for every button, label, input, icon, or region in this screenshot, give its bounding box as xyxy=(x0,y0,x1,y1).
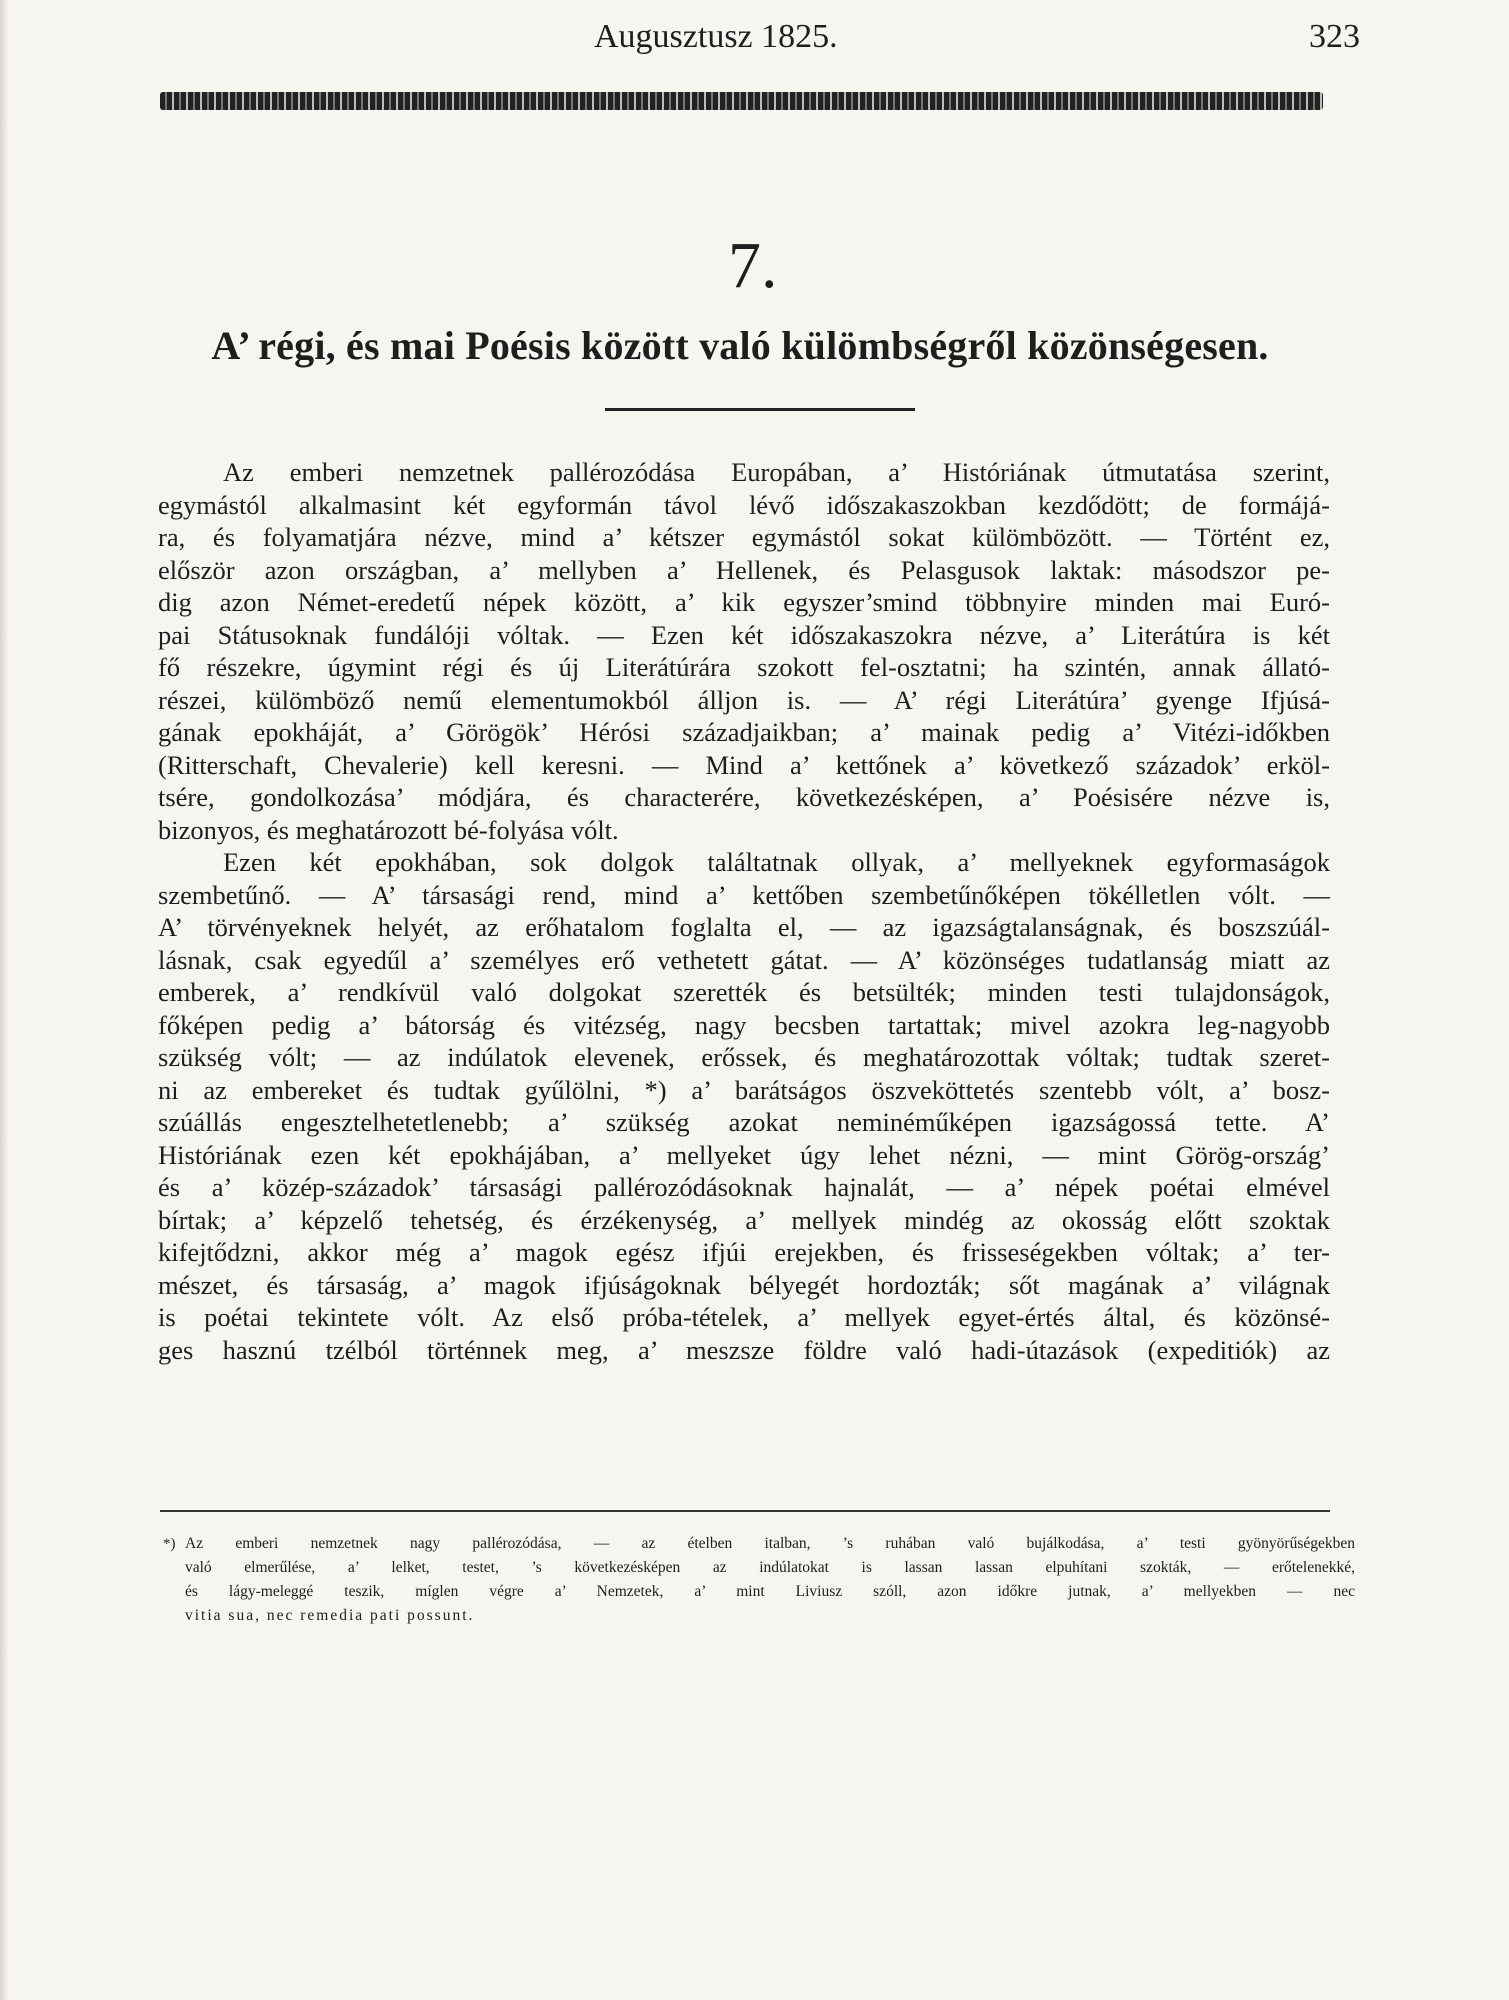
footnote-marker: *) xyxy=(163,1536,176,1552)
body-line: is poétai tekintete vólt. Az első próba-tételek, a’ mellyek egyet-értés által, és közönsé- xyxy=(158,1302,1330,1332)
running-head xyxy=(160,18,1360,62)
footnote-line: Az emberi nemzetnek nagy pallérozódása, — az ételben italban, ’s ruhában való bujálkodása, a’ testi gyönyörűségekben xyxy=(185,1535,1355,1552)
body-line: (Ritterschaft, Chevalerie) kell keresni. — Mind a’ kettőnek a’ következő századok’ erköl- xyxy=(158,749,1330,780)
body-line: tsére, gondolkozása’ módjára, és characterére, következésképen, a’ Poésisére nézve is, xyxy=(158,782,1330,812)
footnote xyxy=(163,1532,1355,1628)
body-line: dig azon Német-eredetű népek között, a’ kik egyszer’smind többnyire minden mai Euró- xyxy=(158,587,1330,617)
footnote-line: való elmerűlése, a’ lelket, testet, ’s következésképen az indúlatokat is lassan lassan elpuhítani szokták, — erőtelenekké, xyxy=(185,1559,1355,1576)
ornamental-rule xyxy=(160,92,1323,110)
body-line: ra, és folyamatjára nézve, mind a’ kétszer egymástól sokat külömbözött. — Történt ez, xyxy=(158,522,1330,552)
body-line: egymástól alkalmasint két egyformán távol lévő időszakaszokban kezdődött; de formájá- xyxy=(158,489,1330,520)
body-line: mészet, és társaság, a’ magok ifjúságoknak bélyegét hordozták; sőt magának a’ világnak xyxy=(158,1269,1330,1300)
body-line: bírtak; a’ képzelő tehetség, és érzékenység, a’ mellyek mindég az okosság előtt szoktak xyxy=(158,1204,1330,1235)
page-number: 323 xyxy=(1309,18,1360,55)
body-line: először azon országban, a’ mellyben a’ Hellenek, és Pelasgusok laktak: másodszor pe- xyxy=(158,554,1330,585)
section-number: 7. xyxy=(728,229,778,302)
body-line: szembetűnő. — A’ társasági rend, mind a’ kettőben szembetűnőképen tökélletlen vólt. — xyxy=(158,879,1330,910)
footnote-rule xyxy=(160,1510,1330,1512)
footnote-line: és lágy-meleggé teszik, míglen végre a’ Nemzetek, a’ mint Liviusz szóll, azon időkre jutnak, a’ mellyekben — nec xyxy=(185,1583,1355,1600)
body-line: gának epokháját, a’ Görögök’ Hérósi századjaikban; a’ mainak pedig a’ Vitézi-időkben xyxy=(158,717,1330,747)
body-text xyxy=(158,456,1330,1366)
body-line: bizonyos, és meghatározott bé-folyása vólt. xyxy=(158,814,619,845)
body-line: Históriának ezen két epokhájában, a’ mellyeket úgy lehet nézni, — mint Görög-ország’ xyxy=(158,1139,1330,1170)
body-line: fő részekre, úgymint régi és új Literátúrára szokott fel-osztatni; ha szintén, annak állató- xyxy=(158,652,1330,682)
body-line: részei, külömböző nemű elementumokból álljon is. — A’ régi Literátúra’ gyenge Ifjúsá- xyxy=(158,684,1330,715)
body-line: pai Státusoknak fundálóji vóltak. — Ezen két időszakaszokra nézve, a’ Literátúra is két xyxy=(158,619,1330,650)
title-rule xyxy=(605,408,915,411)
body-line: ni az embereket és tudtak gyűlölni, *) a’ barátságos öszveköttetés szentebb vólt, a’ bosz- xyxy=(158,1074,1330,1105)
footnote-line: vitia sua, nec remedia pati possunt. xyxy=(185,1607,475,1624)
body-line: Ezen két epokhában, sok dolgok találtatnak ollyak, a’ mellyeknek egyformaságok xyxy=(223,847,1330,877)
body-line: és a’ közép-századok’ társasági pallérozódásoknak hajnalát, — a’ népek poétai elmével xyxy=(158,1172,1330,1202)
body-line: emberek, a’ rendkívül való dolgokat szerették és betsülték; minden testi tulajdonságok, xyxy=(158,977,1330,1007)
section-title: A’ régi, és mai Poésis között való külömbségről közönségesen. xyxy=(211,323,1269,368)
body-line: A’ törvényeknek helyét, az erőhatalom foglalta el, — az igazságtalanságnak, és boszszúál- xyxy=(158,912,1330,942)
header-date: Augusztusz 1825. xyxy=(594,18,838,55)
body-line: szúállás engesztelhetetlenebb; a’ szükség azokat neminéműképen igazságossá tette. A’ xyxy=(158,1107,1330,1137)
body-line: ges hasznú tzélból történnek meg, a’ meszsze földre való hadi-útazások (expeditiók) az xyxy=(158,1334,1330,1365)
body-line: kifejtődzni, akkor még a’ magok egész ifjúi erejekben, és frisseségekben vóltak; a’ ter- xyxy=(158,1237,1330,1267)
body-line: Az emberi nemzetnek pallérozódása Europában, a’ Históriának útmutatása szerint, xyxy=(223,457,1330,487)
page-binding-edge xyxy=(0,0,8,2000)
body-line: szükség vólt; — az indúlatok elevenek, erőssek, és meghatározottak vóltak; tudtak szeret- xyxy=(158,1042,1330,1072)
body-line: főképen pedig a’ bátorság és vitézség, nagy becsben tartattak; mivel azokra leg-nagyobb xyxy=(158,1009,1330,1040)
body-line: lásnak, csak egyedűl a’ személyes erő vethetett gátat. — A’ közönséges tudatlanság miatt az xyxy=(158,944,1330,975)
